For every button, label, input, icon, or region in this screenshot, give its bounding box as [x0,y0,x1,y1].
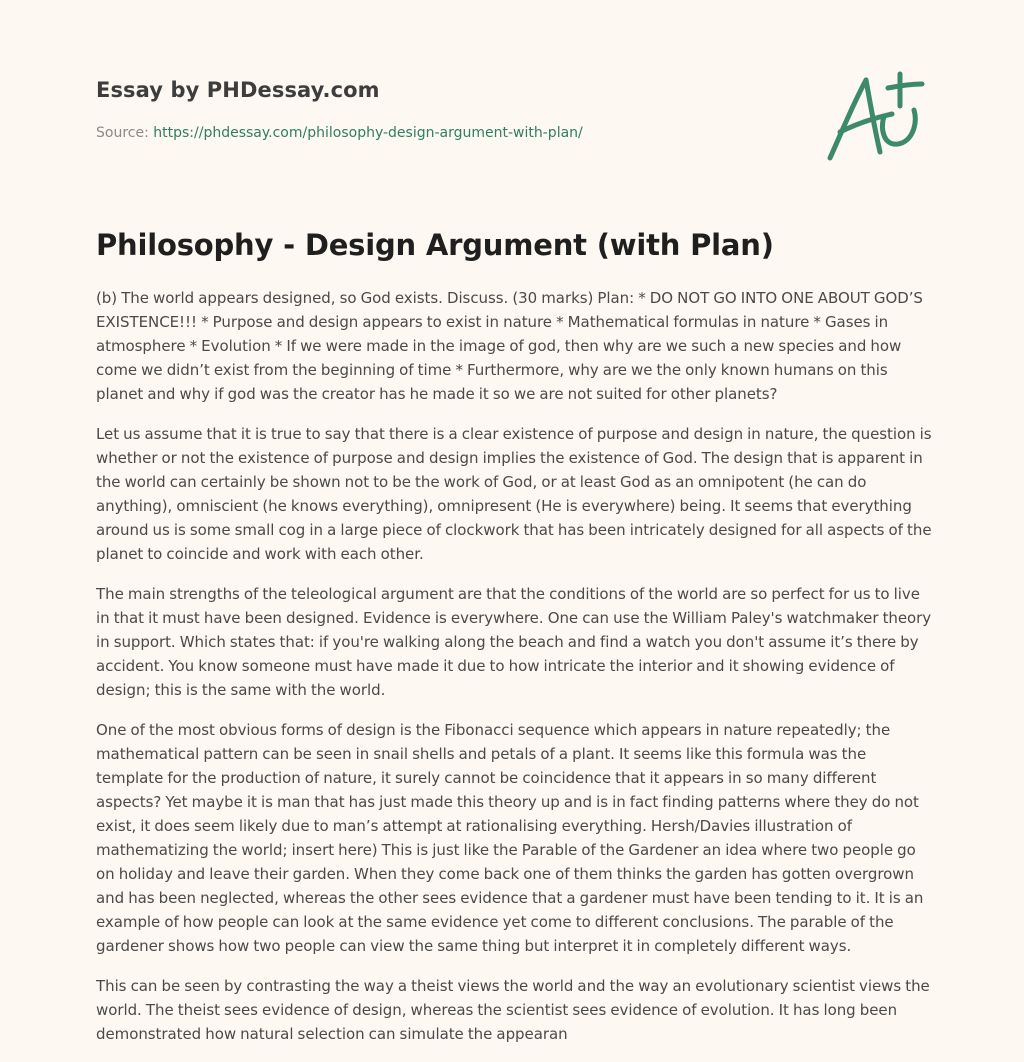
paragraph: (b) The world appears designed, so God exists. Discuss. (30 marks) Plan: * DO NOT GO INTO ONE ABOUT GOD’S EXISTENCE!!! * Purpose and design appears to exist in nature * Mathematical formulas in nature * Gases in atmosphere * Evolution * If we were made in the image of god, then why are we such a new species and how come we didn’t exist from the beginning of time * Furthermore, why are we the only known humans on this planet and why if god was the creator has he made it so we are not suited for other planets? [96,289,923,403]
paragraph: The main strengths of the teleological argument are that the conditions of the world are so perfect for us to live in that it must have been designed. Evidence is everywhere. One can use the William Paley's watchmaker theory in support. Which states that: if you're walking along the beach and find a watch you don't assume it’s there by accident. You know someone must have made it due to how intricate the interior and it showing evidence of design; this is the same with the world. [96,585,932,699]
source-line [96,124,928,142]
source-label: Source: [96,125,154,141]
essay-header [96,76,928,142]
essay-body [96,286,932,1062]
source-link[interactable]: https://phdessay.com/philosophy-design-argument-with-plan/ [153,125,583,141]
paragraph: Let us assume that it is true to say that there is a clear existence of purpose and design in nature, the question is whether or not the existence of purpose and design implies the existence of God. The design that is apparent in the world can certainly be shown not to be the work of God, or at least God as an omnipotent (he can do anything), omniscient (he knows everything), omnipresent (He is everywhere) being. It seems that everything around us is some small cog in a large piece of clockwork that has been intricately designed for all aspects of the planet to coincide and work with each other. [96,425,932,563]
a-plus-logo-icon [818,66,928,166]
essay-title: Philosophy - Design Argument (with Plan) [96,228,774,262]
paragraph: One of the most obvious forms of design is the Fibonacci sequence which appears in nature repeatedly; the mathematical pattern can be seen in snail shells and petals of a plant. It seems like this formula was the template for the production of nature, it surely cannot be coincidence that it appears in so many different aspects? Yet maybe it is man that has just made this theory up and is in fact finding patterns where they do not exist, it does seem likely due to man’s attempt at rationalising everything. Hersh/Davies illustration of mathematizing the world; insert here) This is just like the Parable of the Gardener an idea where two people go on holiday and leave their garden. When they come back one of them thinks the garden has gotten overgrown and has been neglected, whereas the other sees evidence that a gardener must have been tending to it. It is an example of how people can look at the same evidence yet come to different conclusions. The parable of the gardener shows how two people can view the same thing but interpret it in completely different ways. [96,721,924,955]
paragraph: This can be seen by contrasting the way a theist views the world and the way an evolutionary scientist views the world. The theist sees evidence of design, whereas the scientist sees evidence of evolution. It has long been demonstrated how natural selection can simulate the appearan [96,977,930,1043]
a-plus-logo [818,66,928,166]
site-brand: Essay by PHDessay.com [96,78,380,102]
